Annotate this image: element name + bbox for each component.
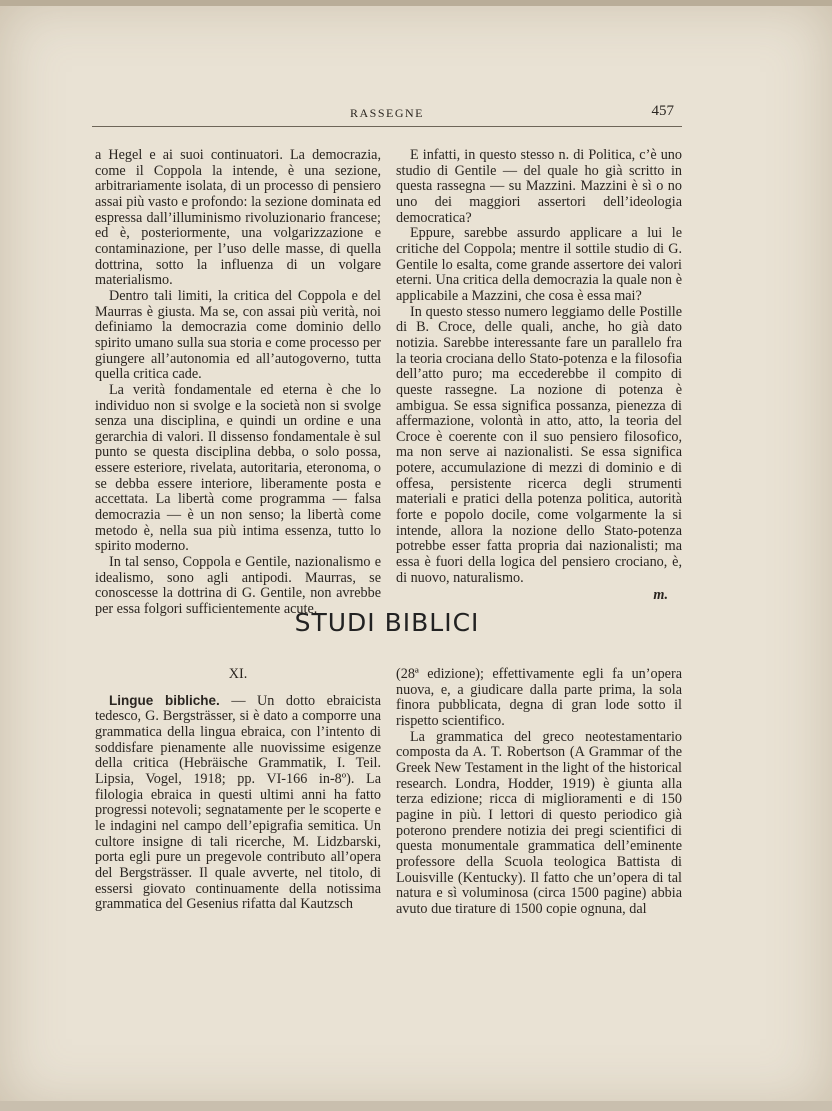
paragraph: Dentro tali limiti, la critica del Coppola e del Maurras è giusta. Ma se, con assai più verità, noi definiamo la democrazia come dominio dello spirito umano sulla sua storia e come processo per giungere all’autonomia ed all’autogoverno, tutta quella critica cade. <box>95 287 381 383</box>
paragraph: La grammatica del greco neotestamentario composta da A. T. Robertson (A Grammar of the Greek New Testament in the light of the historical research. Londra, Hodder, 1919) è giunta alla terza edizione; ricca di miglioramenti e di 150 pagine in più. I lettori di questo periodico già poterono prendere notizia dei pregi scientifici di questa monumentale grammatica dell’eminente professore della Scuola teologica Battista di Louisville (Kentucky). Il fatto che un’opera di tal natura e sì voluminosa (circa 1500 pagine) abbia avuto due tirature di 1500 copie ognuna, dal <box>396 728 682 917</box>
page-header <box>92 103 682 127</box>
paragraph: In tal senso, Coppola e Gentile, nazionalismo e idealismo, sono agli antipodi. Maurras, se conoscesse la dottrina di G. Gentile, non avrebbe per essa folgori sufficientemente acute. <box>95 554 381 618</box>
rassegne-left-column <box>95 148 381 618</box>
page-top-edge <box>0 0 832 6</box>
page-number: 457 <box>651 103 674 119</box>
paragraph: a Hegel e ai suoi continuatori. La democrazia, come il Coppola la intende, è una sezione, arbitrariamente isolata, di un processo di pensiero assai più vasto e profondo: la sezione dominata ed espressa dall’illuminismo rivoluzionario francese; ed è, posteriormente, una volgarizzazione e contaminazione, per l’uso delle masse, di quella dottrina, sotto la influenza di un volgare materialismo. <box>95 147 381 289</box>
rassegne-right-column <box>396 148 682 604</box>
section-title: STUDI BIBLICI <box>294 608 480 637</box>
paragraph: E infatti, in questo stesso n. di Politica, c’è uno studio di Gentile — del quale ho già scritto in questa rassegna — su Mazzini. Mazzini è sì o no uno dei maggiori assertori dell’ideologia democratica? <box>396 147 682 226</box>
studi-left-column <box>95 667 381 913</box>
paragraph: — Un dotto ebraicista tedesco, G. Bergsträsser, si è dato a comporre una grammatica della lingua ebraica, con l’intento di soddisfare pienamente alle nuovissime esigenze della critica (Hebräische Grammatik, I. Teil. Lipsia, Vogel, 1918; pp. VI-166 in-8º). La filologia ebraica in questi ultimi anni ha fatto progressi notevoli; segnatamente per le scoperte e le indagini nel campo dell’epigrafia semitica. Un cultore insigne di tali ricerche, M. Lidzbarski, porta egli pure un pregevole contributo all’opera del Bergsträsser. Il quale avverte, nel titolo, di essersi giovato continuamente della notissima grammatica del Gesenius rifatta dal Kautzsch <box>95 692 381 913</box>
studi-right-column <box>396 667 682 918</box>
section-number: XI. <box>228 666 248 682</box>
paragraph: In questo stesso numero leggiamo delle Postille di B. Croce, delle quali, anche, ho già dato notizia. Sarebbe interessante fare un parallelo fra la teoria crociana dello Stato-potenza e la filosofia dell’atto puro; ma eccederebbe il compito di queste rassegne. La nozione di potenza è ambigua. Se essa significa possanza, pienezza di affermazione, volontà in atto, atto, la teoria del Croce è coerente con il suo pensiero filosofico, ma non serve ai nazionalisti. Se essa significa potere, accumulazione di mezzi di dominio e di offesa, persistente ricerca degli strumenti materiali e pratici della potenza politica, autorità forte e popolo docile, come volgarmente la si intende, allora la nozione dello Stato-potenza potrebbe esser fatta propria dai nazionalisti; ma essa è fuori della logica del pensiero crociano, è, di nuovo, naturalismo. <box>396 303 682 586</box>
paragraph: (28ª edizione); effettivamente egli fa un’opera nuova, e, a giudicare dalla parte prima, la sola finora pubblicata, degna di gran lode sotto il rispetto scientifico. <box>396 666 682 729</box>
paragraph: Eppure, sarebbe assurdo applicare a lui le critiche del Coppola; mentre il sottile studio di G. Gentile lo esalta, come grande assertore dei valori eterni. Una critica della democrazia la quale non è applicabile a Mazzini, che cosa è essa mai? <box>396 225 682 304</box>
subsection-heading: Lingue bibliche. <box>109 692 220 708</box>
paragraph: La verità fondamentale ed eterna è che lo individuo non si svolge e la società non si svolge senza una disciplina, e quindi un ordine e una gerarchia di valori. Il dissenso fondamentale è sul punto se questa disciplina debba, o solo possa, essere esteriore, rivelata, autoritaria, eteronoma, o se debba essere interiore, liberamente posta e accettata. La libertà come programma — falsa democrazia — è un non senso; la libertà come metodo è, nella sua più intima essenza, tutto lo spirito moderno. <box>95 381 381 555</box>
page-bottom-edge <box>0 1101 832 1111</box>
running-head: RASSEGNE <box>349 106 424 120</box>
author-signature: m. <box>653 587 668 604</box>
